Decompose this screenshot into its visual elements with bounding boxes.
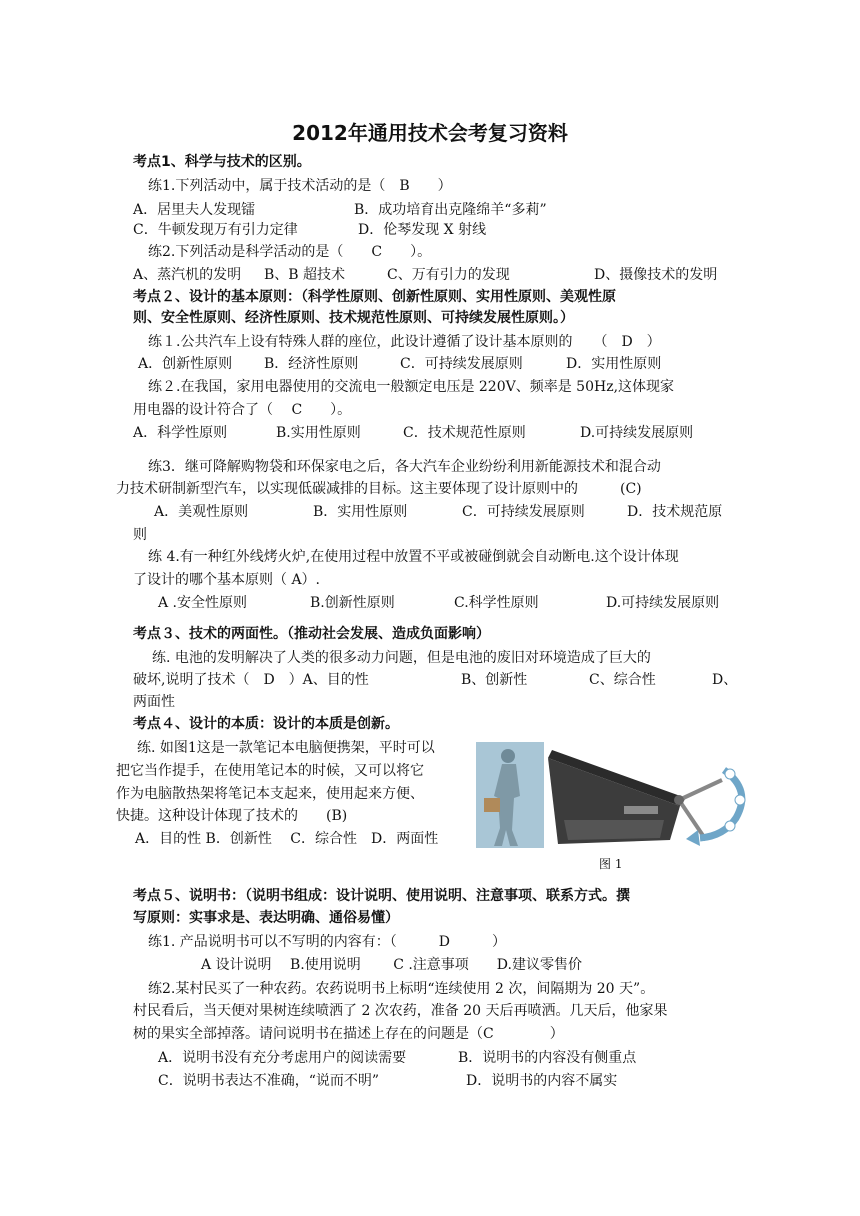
rotation-arrow-icon — [686, 769, 745, 846]
s2-q1-option-c: C．可持续发展原则 — [400, 356, 523, 372]
s2-q4-option-d: D.可持续发展原则 — [606, 595, 720, 611]
s2-question-4-line-1: 练 4.有一种红外线烤火炉,在使用过程中放置不平或被碰倒就会自动断电.这个设计体现 — [148, 549, 679, 565]
laptop-stand-figure — [474, 740, 754, 850]
s5-q2-option-b: B．说明书的内容没有侧重点 — [458, 1050, 637, 1066]
s2-q2-option-b: B.实用性原则 — [276, 425, 361, 441]
s3-question-stem: 破坏,说明了技术（ D ）A、目的性 — [133, 672, 369, 688]
s3-option-d: D、 — [712, 672, 738, 688]
s3-question-line-1: 练. 电池的发明解决了人类的很多动力问题，但是电池的废旧对环境造成了巨大的 — [152, 650, 651, 666]
s2-q4-option-b: B.创新性原则 — [310, 595, 395, 611]
s5-q2-option-c: C．说明书表达不准确，“说而不明” — [158, 1073, 380, 1089]
section-1-heading: 考点1、科学与技术的区别。 — [133, 154, 311, 170]
s1-q1-option-c: C．牛顿发现万有引力定律 — [133, 222, 298, 238]
s5-question-1: 练1. 产品说明书可以不写明的内容有：（ D ） — [148, 934, 507, 950]
s2-q3-option-d-continued: 则 — [133, 527, 147, 543]
s1-q1-option-a: A．居里夫人发现镭 — [133, 202, 256, 218]
s2-question-3-line-1: 练3．继可降解购物袋和环保家电之后，各大汽车企业纷纷利用新能源技术和混合动 — [148, 459, 661, 475]
s1-question-1: 练1.下列活动中，属于技术活动的是（ B ） — [148, 178, 452, 194]
s2-question-2-line-2: 用电器的设计符合了（ C ）。 — [133, 402, 352, 418]
section-2-heading-line-1: 考点２、设计的基本原则：（科学性原则、创新性原则、实用性原则、美观性原 — [133, 289, 616, 305]
s2-q1-option-b: B．经济性原则 — [264, 356, 359, 372]
s5-q2-option-a: A．说明书没有充分考虑用户的阅读需要 — [158, 1050, 407, 1066]
s4-question-line-4: 快捷。这种设计体现了技术的 (B) — [116, 808, 348, 824]
s3-option-c: C、综合性 — [589, 672, 656, 688]
section-5-heading-line-1: 考点５、说明书：（说明书组成：设计说明、使用说明、注意事项、联系方式。撰 — [133, 888, 630, 904]
s3-option-d-continued: 两面性 — [133, 694, 175, 710]
figure-caption: 图 1 — [599, 857, 623, 871]
section-3-heading: 考点３、技术的两面性。（推动社会发展、造成负面影响） — [133, 626, 490, 642]
s2-q1-option-d: D．实用性原则 — [566, 356, 662, 372]
s2-q3-option-a: A．美观性原则 — [154, 504, 249, 520]
s5-question-2-line-2: 村民看后，当天便对果树连续喷洒了 2 次农药，准备 20 天后再喷洒。几天后，他家果 — [133, 1003, 668, 1019]
s5-q1-options: A 设计说明 B.使用说明 C .注意事项 D.建议零售价 — [201, 957, 582, 973]
s2-q3-option-c: C．可持续发展原则 — [462, 504, 585, 520]
s2-question-4-line-2: 了设计的哪个基本原则（ A）. — [133, 572, 321, 588]
s4-options: A．目的性 B．创新性 C．综合性 D．两面性 — [135, 831, 439, 847]
s2-q2-option-d: D.可持续发展原则 — [580, 425, 694, 441]
s1-q2-option-b: B、B 超技术 — [264, 267, 346, 283]
section-4-heading: 考点４、设计的本质：设计的本质是创新。 — [133, 716, 399, 732]
s1-q1-option-d: D．伦琴发现 X 射线 — [358, 222, 487, 238]
s2-q4-option-c: C.科学性原则 — [454, 595, 539, 611]
s5-q2-option-d: D．说明书的内容不属实 — [466, 1073, 618, 1089]
s1-q1-option-b: B．成功培育出克隆绵羊“多莉” — [354, 202, 547, 218]
s2-q2-option-c: C．技术规范性原则 — [403, 425, 526, 441]
s2-q4-option-a: A .安全性原则 — [158, 595, 248, 611]
s2-q1-option-a: A．创新性原则 — [138, 356, 233, 372]
section-2-heading-line-2: 则、安全性原则、经济性原则、技术规范性原则、可持续发展性原则。） — [133, 310, 574, 326]
s1-question-2: 练2.下列活动是科学活动的是（ C ）。 — [148, 244, 432, 260]
s4-question-line-2: 把它当作提手，在使用笔记本的时候，又可以将它 — [116, 763, 424, 779]
s1-q2-option-c: C、万有引力的发现 — [387, 267, 510, 283]
s1-q2-option-d: D、摄像技术的发明 — [594, 267, 718, 283]
s2-question-2-line-1: 练２.在我国，家用电器使用的交流电一般额定电压是 220V、频率是 50Hz,这体现家 — [148, 379, 675, 395]
s2-question-1: 练１.公共汽车上设有特殊人群的座位，此设计遵循了设计基本原则的 （ D ） — [148, 334, 661, 350]
s3-option-b: B、创新性 — [461, 672, 528, 688]
laptop-icon — [548, 750, 686, 844]
page-title: 2012年通用技术会考复习资料 — [292, 121, 568, 145]
s2-question-3-line-2: 力技术研制新型汽车，以实现低碳减排的目标。这主要体现了设计原则中的 (C) — [116, 481, 642, 497]
s4-question-line-3: 作为电脑散热架将笔记本支起来，使用起来方便、 — [116, 786, 424, 802]
s2-q3-option-b: B．实用性原则 — [313, 504, 408, 520]
s5-question-2-line-3: 树的果实全部掉落。请问说明书在描述上存在的问题是（C ） — [133, 1026, 564, 1042]
s4-question-line-1: 练. 如图1这是一款笔记本电脑便携架，平时可以 — [137, 740, 435, 756]
s5-question-2-line-1: 练2.某村民买了一种农药。农药说明书上标明“连续使用 2 次，间隔期为 20 天”。 — [148, 981, 655, 997]
s1-q2-option-a: A、蒸汽机的发明 — [133, 267, 242, 283]
section-5-heading-line-2: 写原则：实事求是、表达明确、通俗易懂） — [133, 910, 399, 926]
s2-q3-option-d: D．技术规范原 — [627, 504, 723, 520]
s2-q2-option-a: A．科学性原则 — [133, 425, 228, 441]
